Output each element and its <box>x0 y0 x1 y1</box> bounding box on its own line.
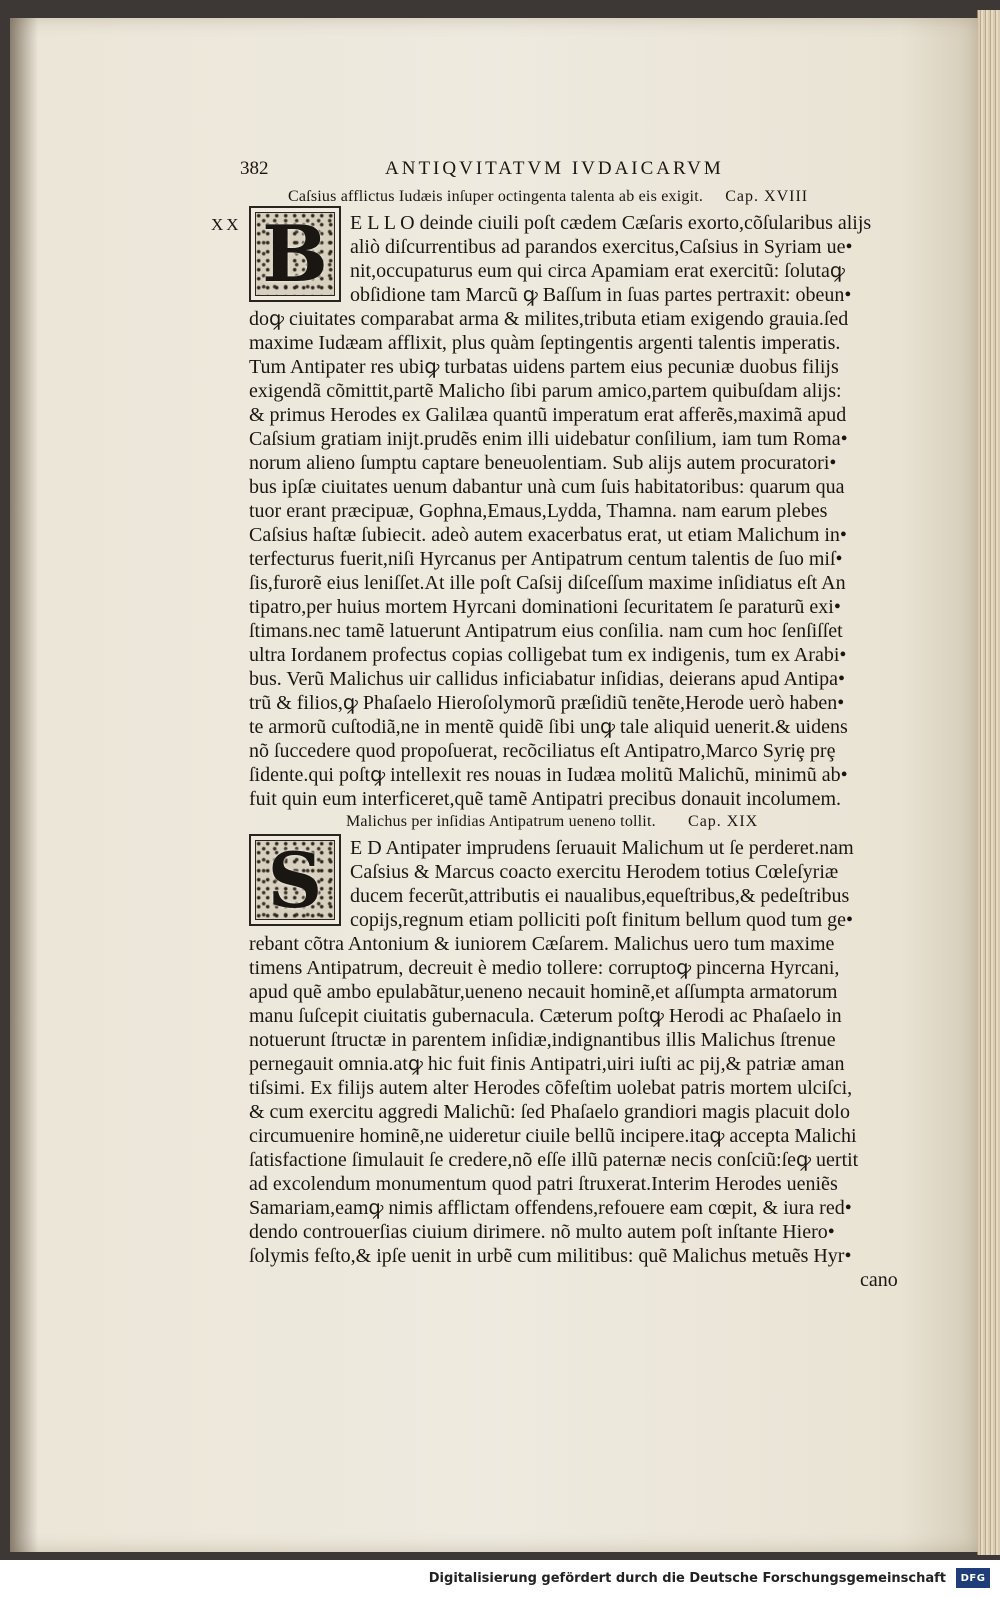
chapter-19-line: dendo controuerſias ciuium dirimere. nõ multo autem poſt inſtante Hiero• <box>249 1221 835 1243</box>
chapter-19-line: timens Antipatrum, decreuit è medio tollere: corruptoꝙ pincerna Hyrcani, <box>249 957 840 979</box>
catchword: cano <box>860 1269 898 1291</box>
chapter-18-line: nit,occupaturus eum qui circa Apamiam erat exercitũ: ſolutaꝙ <box>350 260 845 282</box>
chapter-19-line: ad excolendum monumentum quod patri ſtruxerat.Interim Herodes ueniẽs <box>249 1173 838 1195</box>
page-edges <box>977 10 1000 1555</box>
chapter-18-line: obſidione tam Marcũ ꝙ Baſſum in ſuas partes pertraxit: obeun• <box>350 284 852 306</box>
chapter-18-line: trũ & filios,ꝙ Phaſaelo Hieroſolymorũ præſidiũ tenẽte,Herode uerò haben• <box>249 692 845 714</box>
chapter-18-line: doꝙ ciuitates comparabat arma & milites,tributa etiam exigendo grauia.ſed <box>249 308 849 330</box>
chapter-18-line: Caſsius haſtæ ſubiecit. adeò autem exacerbatus erat, ut etiam Malichum in• <box>249 524 847 546</box>
chapter-19-line: apud quẽ ambo epulabãtur,ueneno necauit hominẽ,et aſſumpta armatorum <box>249 981 838 1003</box>
footer-bar <box>0 1560 1000 1598</box>
chapter-19-line: manu ſuſcepit ciuitatis gubernacula. Cæterum poſtꝙ Herodi ac Phaſaelo in <box>249 1005 842 1027</box>
chapter-18-line: ſis,furorẽ eius leniſſet.At ille poſt Caſsij diſceſſum maxime inſidiatus eſt An <box>249 572 846 594</box>
chapter-18-line: Caſsium gratiam inijt.prudẽs enim illi uidebatur conſilium, iam tum Roma• <box>249 428 848 450</box>
chapter-18-line: tuor erant præcipuæ, Gophna,Emaus,Lydda, Thamna. nam earum plebes <box>249 500 828 522</box>
chapter-18-line: terfecturus fuerit,niſi Hyrcanus per Antipatrum centum talentis de ſuo miſ• <box>249 548 843 570</box>
chapter-19-line: notuerunt ſtructæ in parentem inſidiæ,indignantibus illis Malichus ſtrenue <box>249 1029 836 1051</box>
chapter-18-summary <box>288 188 808 206</box>
chapter-18-line: ſtimans.nec tamẽ latuerunt Antipatrum eius conſilia. nam cum hoc ſenſiſſet <box>249 620 843 642</box>
chapter-19-line: rebant cõtra Antonium & iuniorem Cæſarem. Malichus uero tum maxime <box>249 933 835 955</box>
chapter-18-initial <box>249 206 341 302</box>
chapter-18-line: aliò diſcurrentibus ad parandos exercitus,Caſsius in Syriam ue• <box>350 236 853 258</box>
chapter-18-line: & primus Herodes ex Galilæa quantũ imperatum erat afferẽs,maximã apud <box>249 404 847 426</box>
chapter-19-line: Samariam,eamꝙ nimis afflictam offendens,refouere eam cœpit, & iura red• <box>249 1197 852 1219</box>
chapter-19-line: ſatisfactione ſimulauit ſe credere,nõ eſſe illũ paternæ necis conſciũ:ſeꝙ uertit <box>249 1149 859 1171</box>
chapter-18-label: Cap. XVIII <box>725 188 809 205</box>
chapter-18-line: ultra Iordanem profectus copias colligebat tum ex indigenis, tum ex Arabi• <box>249 644 847 666</box>
chapter-19-summary <box>346 813 758 831</box>
chapter-19-line: tiſsimi. Ex filijs autem alter Herodes cõfeſtim uolebat patris mortem ulciſci, <box>249 1077 853 1099</box>
spine-shadow <box>10 18 38 1552</box>
running-head <box>240 158 860 186</box>
chapter-18-line: ſidente.qui poſtꝙ intellexit res nouas in Iudæa molitũ Malichũ, minimũ ab• <box>249 764 848 786</box>
chapter-19-line: ſolymis feſto,& ipſe uenit in urbẽ cum militibus: quẽ Malichus metuẽs Hyr• <box>249 1245 852 1267</box>
chapter-18-line: maxime Iudæam afflixit, plus quàm ſeptingentis argenti talentis imperatis. <box>249 332 841 354</box>
chapter-19-line: ducem fecerũt,attributis ei naualibus,equeſtribus,& pedeſtribus <box>350 885 850 907</box>
chapter-18-summary-text: Caſsius afflictus Iudæis inſuper octingenta talenta ab eis exigit. <box>288 188 704 205</box>
chapter-19-line: circumuenire hominẽ,ne uideretur ciuile bellũ incipere.itaꝙ accepta Malichi <box>249 1125 857 1147</box>
chapter-19-line: & cum exercitu aggredi Malichũ: ſed Phaſaelo grandiori magis placuit dolo <box>249 1101 850 1123</box>
chapter-19-line: Caſsius & Marcus coacto exercitu Herodem totius Cœleſyriæ <box>350 861 839 883</box>
chapter-19-label: Cap. XIX <box>688 813 759 830</box>
chapter-18-line: Tum Antipater res ubiꝙ turbatas uidens partem eius pecuniæ duobus filijs <box>249 356 839 378</box>
chapter-18-line: tipatro,per huius mortem Hyrcani dominationi ſecuritatem ſe paraturũ exi• <box>249 596 841 618</box>
chapter-18-line: norum alieno ſumptu captare beneuolentiam. Sub alijs autem procuratori• <box>249 452 837 474</box>
chapter-18-line: exigendã cõmittit,partẽ Malicho ſibi parum amico,partem quibuſdam alijs: <box>249 380 842 402</box>
chapter-19-line: pernegauit omnia.atꝙ hic fuit finis Antipatri,uiri iuſti ac pij,& patriæ aman <box>249 1053 845 1075</box>
chapter-18-line: nõ ſuccedere quod propoſuerat, recõciliatus eſt Antipatro,Marco Syriȩ prȩ <box>249 740 836 762</box>
margin-mark: XX <box>211 215 242 234</box>
chapter-18-line: bus. Verũ Malichus uir callidus inficiabatur inſidias, deierans apud Antipa• <box>249 668 845 690</box>
chapter-18-line: E L L O deinde ciuili poſt cædem Cæſaris exorto,cõſularibus alijs <box>350 212 872 234</box>
funding-credit: Digitalisierung gefördert durch die Deutsche Forschungsgemeinschaft <box>428 1571 946 1586</box>
chapter-19-line: E D Antipater imprudens ſeruauit Malichum ut ſe perderet.nam <box>350 837 854 859</box>
chapter-19-initial-letter: S <box>267 835 323 925</box>
chapter-18-line: fuit quin eum interficeret,quẽ tamẽ Antipatri precibus donauit incolumem. <box>249 788 842 810</box>
running-head-title: ANTIQVITATVM IVDAICARVM <box>385 158 724 179</box>
chapter-19-initial <box>249 834 341 926</box>
dfg-logo: DFG <box>956 1568 990 1588</box>
chapter-18-line: bus ipſæ ciuitates uenum dabantur unà cum ſuis habitatoribus: quarum qua <box>249 476 845 498</box>
chapter-19-summary-text: Malichus per inſidias Antipatrum ueneno tollit. <box>346 813 656 830</box>
page-number: 382 <box>240 158 269 179</box>
chapter-18-line: te armorũ cuſtodiã,ne in mentẽ quidẽ ſibi unꝙ tale aliquid uenerit.& uidens <box>249 716 848 738</box>
chapter-19-line: copijs,regnum etiam polliciti poſt finitum bellum quod tum ge• <box>350 909 854 931</box>
chapter-18-initial-letter: B <box>262 208 328 300</box>
